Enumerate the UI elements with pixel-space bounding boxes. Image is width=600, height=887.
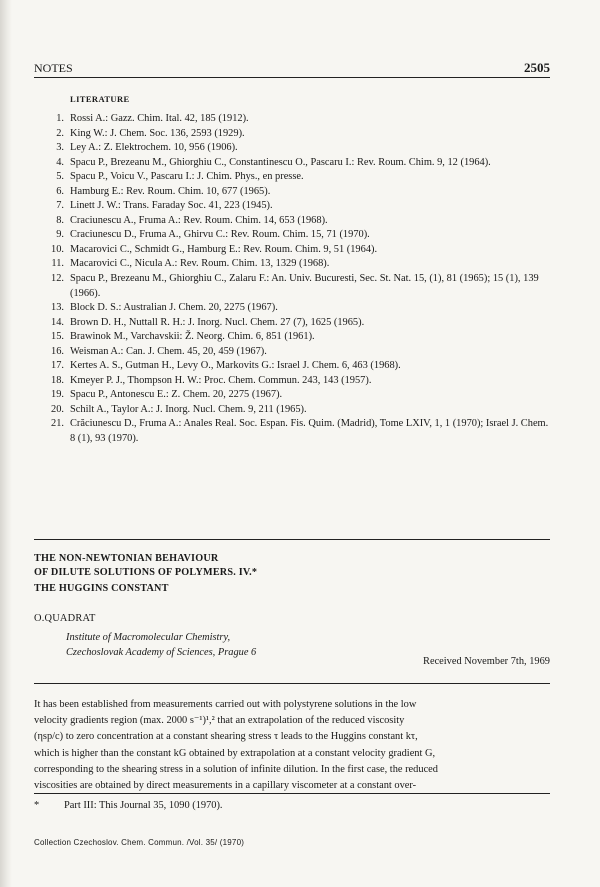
reference-item: 15. Brawinok M., Varchavskii: Ž. Neorg. Chim. 6, 851 (1961). — [51, 331, 315, 343]
body-line: which is higher than the constant kG obtained by extrapolation at a constant velocity gradient G, — [34, 747, 436, 759]
footnote-rule — [34, 793, 550, 794]
body-line: (ηsp/c) to zero concentration at a constant shearing stress τ leads to the Huggins constant kτ, — [34, 731, 418, 743]
reference-item: 10. Macarovici C., Schmidt G., Hamburg E.: Rev. Roum. Chim. 9, 51 (1964). — [51, 243, 378, 255]
reference-item: 5. Spacu P., Voicu V., Pascaru I.: J. Chim. Phys., en presse. — [56, 171, 304, 183]
abstract-rule — [34, 683, 550, 684]
reference-item: 13. Block D. S.: Australian J. Chem. 20, 2275 (1967). — [51, 302, 278, 314]
header-rule — [34, 77, 550, 78]
literature-heading: LITERATURE — [70, 94, 130, 104]
reference-item: 12. Spacu P., Brezeanu M., Ghiorghiu C., Zalaru F.: An. Univ. Bucuresti, Sec. St. Nat. 15, (1), 81 (1965); 15 (1), 139 (1966). — [51, 273, 539, 299]
article-title-line: THE NON-NEWTONIAN BEHAVIOUR — [34, 553, 219, 564]
running-head — [34, 60, 550, 76]
reference-item: 14. Brown D. H., Nuttall R. H.: J. Inorg. Nucl. Chem. 27 (7), 1625 (1965). — [51, 316, 365, 328]
article-subtitle: THE HUGGINS CONSTANT — [34, 583, 169, 594]
article-title — [34, 552, 550, 596]
affiliation-line: Czechoslovak Academy of Sciences, Prague 6 — [66, 647, 257, 658]
reference-item: 16. Weisman A.: Can. J. Chem. 45, 20, 459 (1967). — [51, 345, 267, 357]
reference-item: 21. Crăciunescu D., Fruma A.: Anales Real. Soc. Espan. Fis. Quim. (Madrid), Tome LXIV, 1, 1 (1970); Israel J. Chem. 8 (1), 93 (1970). — [51, 418, 549, 445]
reference-item: 20. Schilt A., Taylor A.: J. Inorg. Nucl. Chem. 9, 211 (1965). — [51, 403, 307, 415]
footnote — [34, 800, 223, 811]
page-number: 2505 — [524, 60, 550, 75]
affiliation-line: Institute of Macromolecular Chemistry, — [66, 632, 231, 643]
body-line: viscosities are obtained by direct measurements in a capillary viscometer at a constant over- — [34, 780, 417, 792]
reference-list — [34, 112, 550, 447]
footnote-mark: * — [34, 800, 40, 811]
reference-item: 4. Spacu P., Brezeanu M., Ghiorghiu C., Constantinescu O., Pascaru I.: Rev. Roum. Chim. 9, 12 (1964). — [56, 156, 491, 168]
reference-item: 17. Kertes A. S., Gutman H., Levy O., Markovits G.: Israel J. Chem. 6, 463 (1968). — [51, 360, 401, 372]
article-title-line: OF DILUTE SOLUTIONS OF POLYMERS. IV.* — [34, 566, 258, 578]
reference-item: 8. Craciunescu A., Fruma A.: Rev. Roum. Chim. 14, 653 (1968). — [56, 214, 328, 226]
reference-item: 6. Hamburg E.: Rev. Roum. Chim. 10, 677 (1965). — [56, 185, 271, 197]
author-name: O.QUADRAT — [34, 613, 96, 624]
affiliation — [66, 630, 256, 660]
reference-item: 18. Kmeyer P. J., Thompson H. W.: Proc. Chem. Commun. 243, 143 (1957). — [51, 374, 372, 386]
article-body — [34, 697, 550, 794]
body-line: corresponding to the shearing stress in a solution of infinite dilution. In the first case, the reduced — [34, 763, 438, 775]
body-line: velocity gradients region (max. 2000 s⁻¹)¹,² that an extrapolation of the reduced viscosity — [34, 715, 405, 727]
section-title: NOTES — [34, 61, 73, 75]
reference-item: 3. Ley A.: Z. Elektrochem. 10, 956 (1906). — [56, 142, 238, 154]
reference-item: 2. King W.: J. Chem. Soc. 136, 2593 (1929). — [56, 127, 245, 139]
reference-item: 7. Linett J. W.: Trans. Faraday Soc. 41, 223 (1945). — [56, 200, 273, 212]
section-rule — [34, 539, 550, 540]
footnote-text: Part III: This Journal 35, 1090 (1970). — [64, 800, 223, 811]
received-date: Received November 7th, 1969 — [423, 656, 550, 667]
reference-item: 19. Spacu P., Antonescu E.: Z. Chem. 20, 2275 (1967). — [51, 389, 283, 401]
page-binding-shadow — [0, 0, 12, 887]
reference-item: 9. Craciunescu D., Fruma A., Ghirvu C.: Rev. Roum. Chim. 15, 71 (1970). — [56, 229, 370, 241]
journal-footer: Collection Czechoslov. Chem. Commun. /Vol. 35/ (1970) — [34, 838, 245, 847]
reference-item: 1. Rossi A.: Gazz. Chim. Ital. 42, 185 (1912). — [56, 113, 249, 124]
body-line: It has been established from measurements carried out with polystyrene solutions in the low — [34, 699, 417, 710]
reference-item: 11. Macarovici C., Nicula A.: Rev. Roum. Chim. 13, 1329 (1968). — [51, 258, 330, 270]
